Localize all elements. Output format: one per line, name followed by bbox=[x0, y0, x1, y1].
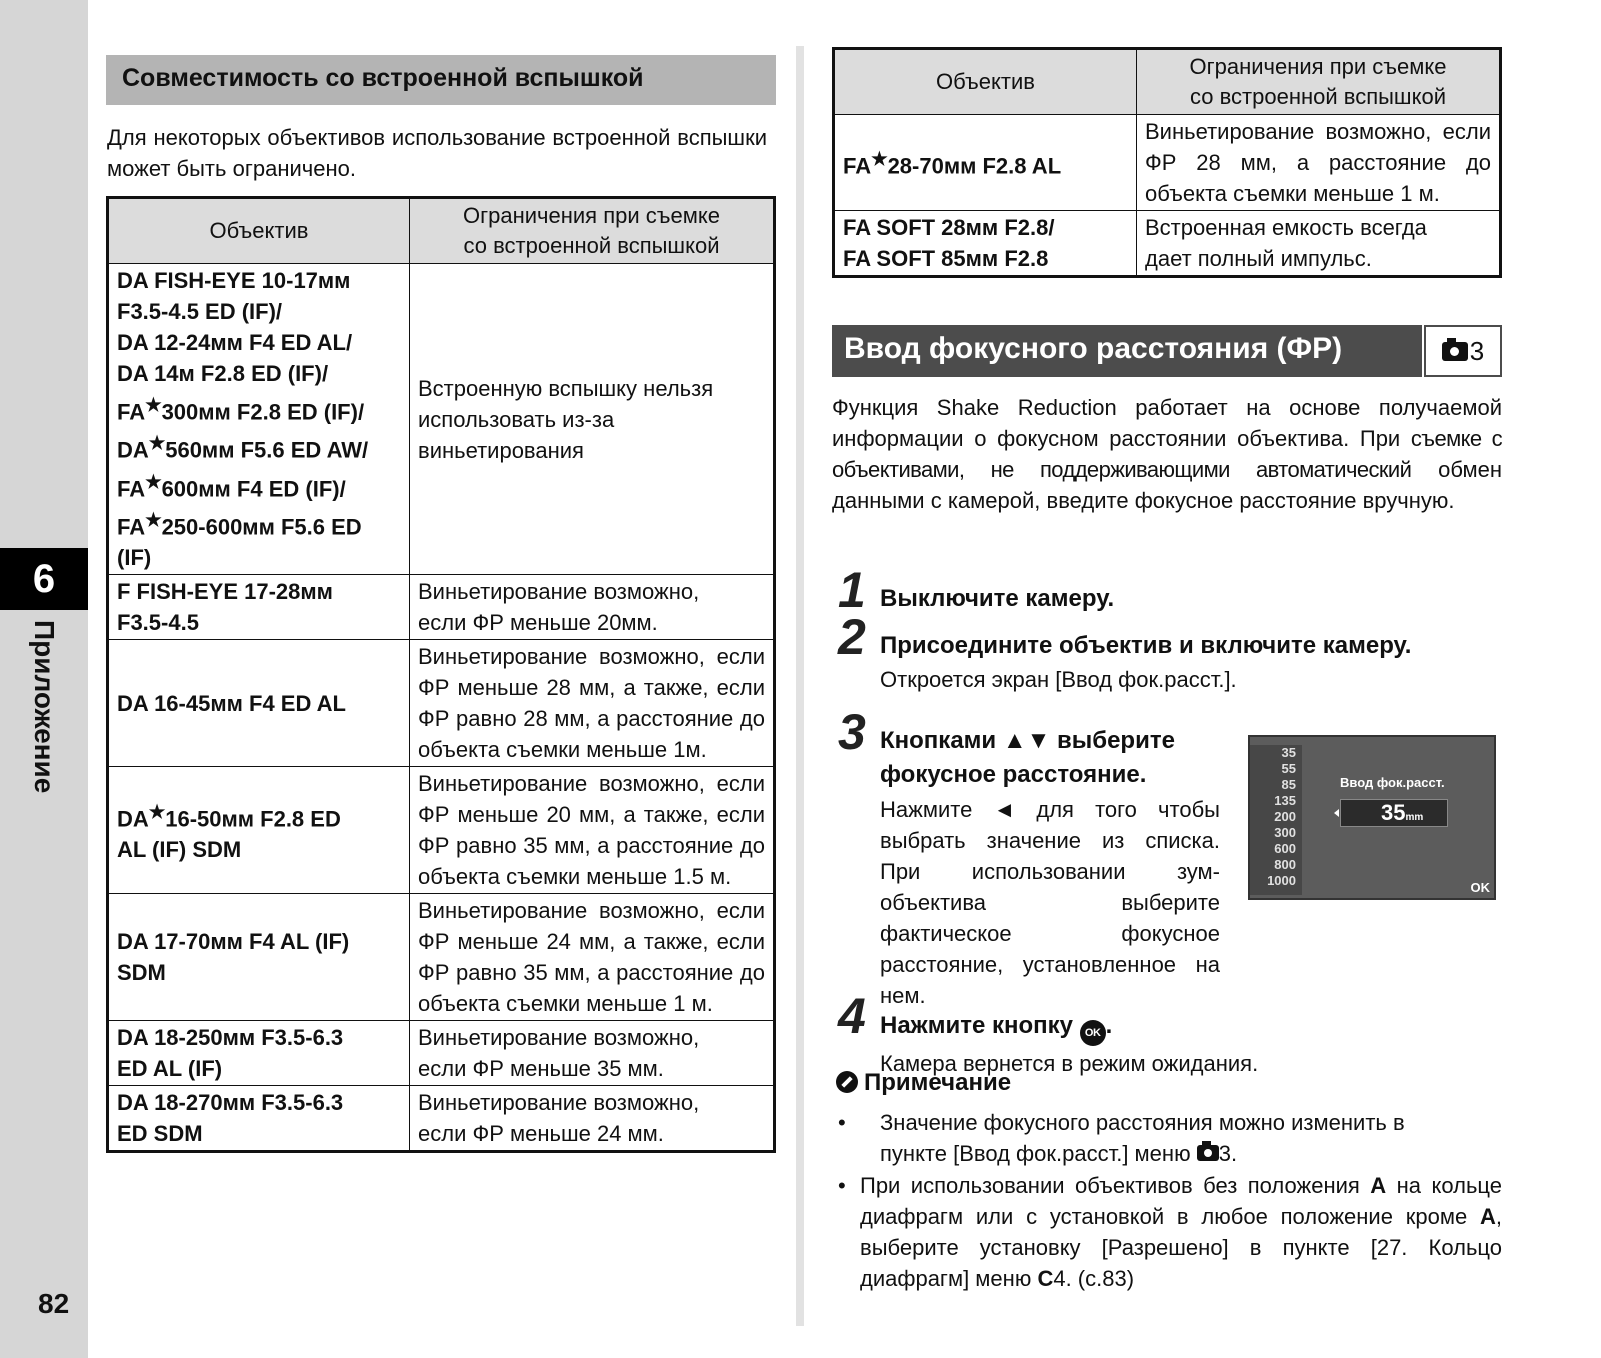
step-text: Камера вернется в режим ожидания. bbox=[880, 1051, 1259, 1076]
step-text: Нажмите ◄ для того чтобы выбрать значение из списка. При использовании зум-объектива выберите фактическое фокусное расстояние, установленное на нем. bbox=[880, 797, 1220, 1008]
step-title: Нажмите кнопку OK . bbox=[880, 1010, 1112, 1046]
table-row bbox=[108, 894, 775, 1021]
note-item: Значение фокусного расстояния можно изменить в пункте [Ввод фок.расст.] меню 3. bbox=[880, 1110, 1405, 1166]
restriction-cell: Виньетирование возможно, если ФР меньше 20 мм, а также, если ФР равно 35 мм, а расстояние до объекта съемки меньше 1.5 м. bbox=[410, 767, 775, 894]
step-number: 3 bbox=[838, 704, 866, 760]
pencil-icon bbox=[836, 1071, 858, 1093]
lens-compat-table bbox=[106, 196, 776, 1153]
star-icon: ★ bbox=[145, 508, 162, 530]
step-number: 4 bbox=[838, 988, 866, 1044]
table-row bbox=[834, 115, 1501, 211]
camera-icon bbox=[1442, 342, 1468, 361]
star-icon: ★ bbox=[145, 470, 162, 492]
table-row bbox=[108, 1086, 775, 1152]
lens-cell: FA SOFT 28мм F2.8/ FA SOFT 85мм F2.8 bbox=[834, 211, 1137, 277]
focal-length-screen bbox=[1248, 735, 1496, 900]
chapter-title: Приложение bbox=[29, 620, 60, 794]
step-number: 1 bbox=[838, 562, 866, 618]
restriction-cell: Виньетирование возможно, если ФР меньше 24 мм, а также, если ФР равно 35 мм, а расстояние до объекта съемки меньше 1 м. bbox=[410, 894, 775, 1021]
lens-cell: DA 18-270мм F3.5-6.3 ED SDM bbox=[108, 1086, 410, 1152]
lens-cell: F FISH-EYE 17-28мм F3.5-4.5 bbox=[108, 575, 410, 640]
table-row bbox=[108, 640, 775, 767]
restriction-cell: Виньетирование возможно, если ФР меньше 24 мм. bbox=[410, 1086, 775, 1152]
bullet-marker: • bbox=[838, 1110, 846, 1135]
page-number: 82 bbox=[38, 1288, 70, 1319]
lens-compat-table-cont bbox=[832, 47, 1502, 278]
step-title: Присоедините объектив и включите камеру. bbox=[880, 632, 1412, 659]
star-icon: ★ bbox=[148, 432, 166, 454]
star-icon: ★ bbox=[148, 800, 166, 822]
note-heading: Примечание bbox=[836, 1069, 1011, 1097]
camera-icon bbox=[1197, 1145, 1219, 1161]
table-header-row bbox=[834, 49, 1501, 115]
step-title: фокусное расстояние. bbox=[880, 761, 1147, 788]
star-icon: ★ bbox=[871, 148, 888, 170]
restriction-cell: Встроенную вспышку нельзя использовать из-за виньетирования bbox=[410, 264, 775, 575]
lens-cell: DA★16-50мм F2.8 ED AL (IF) SDM bbox=[108, 767, 410, 894]
ok-button-icon: OK bbox=[1080, 1020, 1106, 1046]
step-number: 2 bbox=[838, 609, 866, 665]
bullet-marker: • bbox=[838, 1173, 846, 1198]
restriction-cell: Встроенная емкость всегда дает полный импульс. bbox=[1137, 211, 1501, 277]
table-row bbox=[108, 264, 775, 575]
header-lens: Объектив bbox=[108, 198, 410, 264]
star-icon: ★ bbox=[145, 394, 162, 415]
lens-cell: FA★28-70мм F2.8 AL bbox=[834, 115, 1137, 211]
restriction-cell: Виньетирование возможно, если ФР 28 мм, а расстояние до объекта съемки меньше 1 м. bbox=[1137, 115, 1501, 211]
restriction-cell: Виньетирование возможно, если ФР меньше 20мм. bbox=[410, 575, 775, 640]
menu-badge: 3 bbox=[1424, 325, 1502, 377]
table-row bbox=[108, 1021, 775, 1086]
left-arrow-icon bbox=[1334, 809, 1339, 817]
note-item: При использовании объективов без положения A на кольце диафрагм или с установкой в любое положение кроме A, выберите установку [Разрешено] в пункте [27. Кольцо диафрагм] меню C4. (с.83) bbox=[860, 1173, 1502, 1291]
intro-paragraph-focal: Функция Shake Reduction работает на основе получаемой информации о фокусном расстоянии объектива. При съемке с объективами, не поддерживающими автоматический обмен данными с камерой, введите фокусное расстояние вручную. bbox=[832, 395, 1502, 513]
section-heading-flash: Совместимость со встроенной вспышкой bbox=[106, 55, 776, 105]
lens-cell: DA 18-250мм F3.5-6.3 ED AL (IF) bbox=[108, 1021, 410, 1086]
column-divider bbox=[796, 46, 804, 1326]
focal-list: 35 55 85 135 200 300 600 800 1000 bbox=[1250, 745, 1302, 895]
table-row bbox=[108, 767, 775, 894]
step-text: Откроется экран [Ввод фок.расст.]. bbox=[880, 667, 1237, 692]
table-row bbox=[834, 211, 1501, 277]
restriction-cell: Виньетирование возможно, если ФР меньше 28 мм, а также, если ФР равно 28 мм, а расстояние до объекта съемки меньше 1м. bbox=[410, 640, 775, 767]
table-header-row bbox=[108, 198, 775, 264]
intro-paragraph-flash: Для некоторых объективов использование встроенной вспышки может быть ограничено. bbox=[107, 125, 767, 181]
chapter-number: 6 bbox=[0, 548, 88, 610]
lens-cell: DA 17-70мм F4 AL (IF) SDM bbox=[108, 894, 410, 1021]
restriction-cell: Виньетирование возможно, если ФР меньше 35 мм. bbox=[410, 1021, 775, 1086]
header-lens: Объектив bbox=[834, 49, 1137, 115]
step-title: Выключите камеру. bbox=[880, 585, 1115, 612]
lens-cell: DA FISH-EYE 10-17мм F3.5-4.5 ED (IF)/ DA 12-24мм F4 ED AL/ DA 14м F2.8 ED (IF)/ FA★300мм F2.8 ED (IF)/ DA★560мм F5.6 ED AW/ FA★600мм F4 ED (IF)/ FA★250-600мм F5.6 ED (IF) bbox=[108, 264, 410, 575]
screen-ok-label: OK bbox=[1470, 880, 1490, 895]
step-title: Кнопками ▲▼ выберите bbox=[880, 727, 1175, 754]
focal-value-box: 35mm bbox=[1340, 799, 1448, 827]
section-heading-focal: Ввод фокусного расстояния (ФР) bbox=[832, 325, 1422, 377]
table-row bbox=[108, 575, 775, 640]
header-restriction: Ограничения при съемке со встроенной вспышкой bbox=[410, 198, 775, 264]
screen-title: Ввод фок.расст. bbox=[1340, 775, 1445, 790]
header-restriction: Ограничения при съемке со встроенной вспышкой bbox=[1137, 49, 1501, 115]
lens-cell: DA 16-45мм F4 ED AL bbox=[108, 640, 410, 767]
